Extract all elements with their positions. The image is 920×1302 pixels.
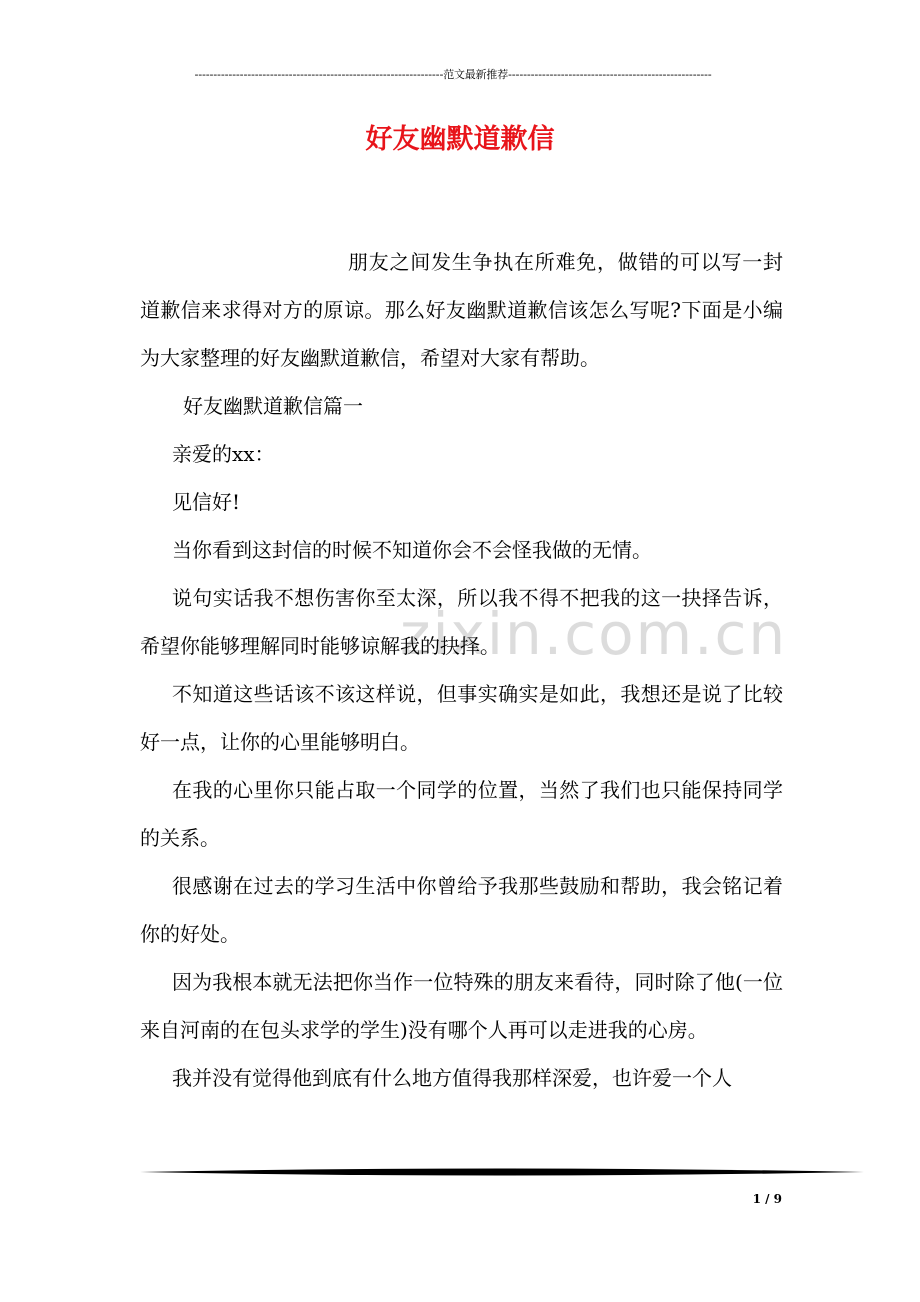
salutation: 亲爱的xx： (172, 442, 275, 466)
body-paragraph: 不知道这些话该不该这样说，但事实确实是如此，我想还是说了比较好一点，让你的心里能够明白。 (140, 682, 783, 754)
body-paragraph: 说句实话我不想伤害你至太深，所以我不得不把我的这一抉择告诉，希望你能够理解同时能够谅解我的抉择。 (140, 586, 783, 658)
body-paragraph: 当你看到这封信的时候不知道你会不会怪我做的无情。 (172, 538, 652, 562)
document-body (140, 238, 783, 1102)
greeting: 见信好! (172, 490, 241, 514)
watermark: zixin.com.cn (400, 600, 788, 668)
body-paragraph: 我并没有觉得他到底有什么地方值得我那样深爱，也许爱一个人 (172, 1066, 732, 1090)
body-paragraph: 在我的心里你只能占取一个同学的位置，当然了我们也只能保持同学的关系。 (140, 778, 783, 850)
footer-divider (140, 1167, 864, 1177)
intro-paragraph: 朋友之间发生争执在所难免，做错的可以写一封道歉信来求得对方的原谅。那么好友幽默道歉信该怎么写呢?下面是小编为大家整理的好友幽默道歉信，希望对大家有帮助。 (140, 250, 783, 370)
page-number: 1 / 9 (752, 1192, 782, 1206)
body-paragraph: 因为我根本就无法把你当作一位特殊的朋友来看待，同时除了他(一位来自河南的在包头求学的学生)没有哪个人再可以走进我的心房。 (140, 970, 783, 1042)
section-heading: 好友幽默道歉信篇一 (183, 394, 363, 418)
document-title: 好友幽默道歉信 (365, 124, 555, 155)
body-paragraph: 很感谢在过去的学习生活中你曾给予我那些鼓励和帮助，我会铭记着你的好处。 (140, 874, 783, 946)
page-header: ------------------------------------------------------------------范文最新推荐------------------------------------------------------ (194, 68, 712, 81)
